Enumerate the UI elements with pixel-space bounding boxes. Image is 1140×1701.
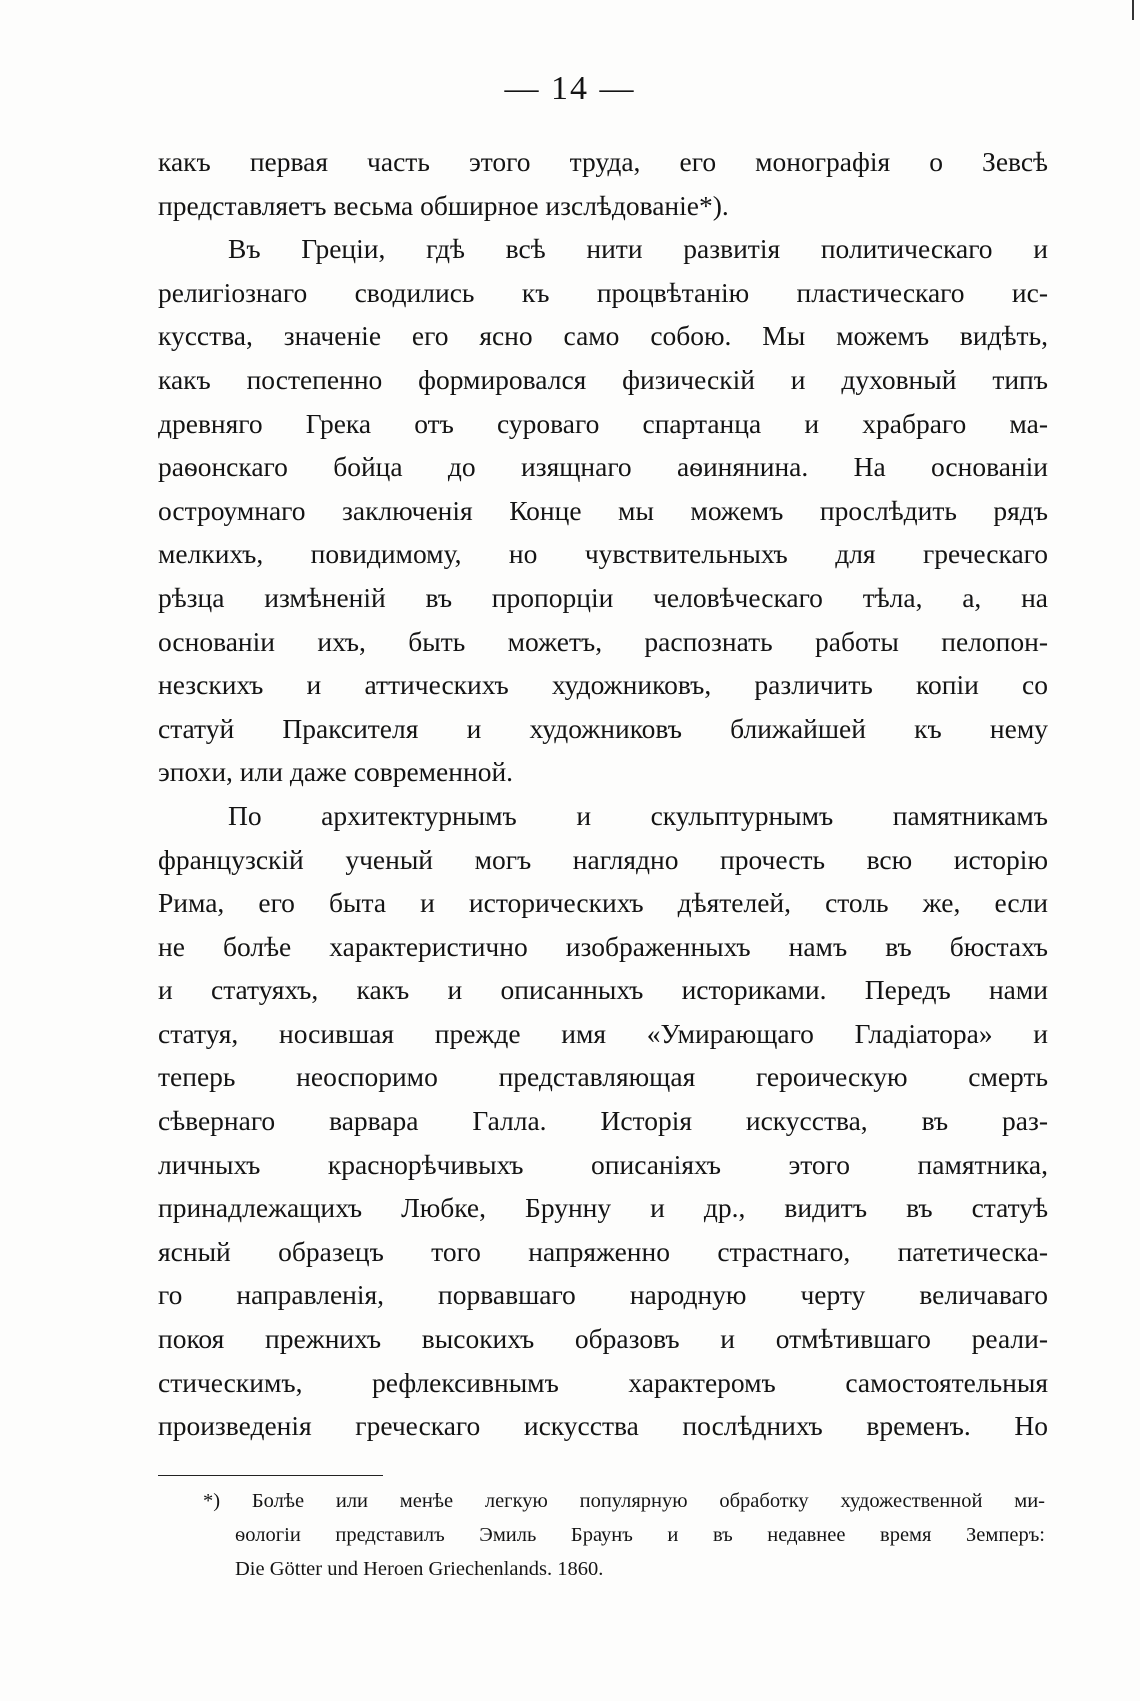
text-line: кусства, значеніе его ясно само собою. Мы можемъ видѣть, xyxy=(158,320,1048,352)
page-number: — 14 — xyxy=(504,70,636,107)
text-line: рѣзца измѣненій въ пропорціи человѣческаго тѣла, а, на xyxy=(158,581,1048,613)
footnote-line: ѳологіи представилъ Эмиль Браунъ и въ недавнее время Земперъ: xyxy=(235,1524,1045,1546)
footnote-line: *) Болѣе или менѣе легкую популярную обработку художественной ми- xyxy=(203,1490,1045,1512)
text-line: религіознаго сводились къ процвѣтанію пластическаго ис- xyxy=(158,276,1048,308)
text-line: По архитектурнымъ и скульптурнымъ памятникамъ xyxy=(228,799,1048,831)
text-line: и статуяхъ, какъ и описанныхъ историками. Передъ нами xyxy=(158,974,1048,1006)
text-line: какъ постепенно формировался физическій и духовный типъ xyxy=(158,363,1048,395)
text-line: незскихъ и аттическихъ художниковъ, различить копіи со xyxy=(158,669,1048,701)
text-line: французскій ученый могъ наглядно прочесть всю исторію xyxy=(158,843,1048,875)
text-line: го направленія, порвавшаго народную черту величаваго xyxy=(158,1279,1048,1311)
text-line: не болѣе характеристично изображенныхъ намъ въ бюстахъ xyxy=(158,930,1048,962)
footnote-line: Die Götter und Heroen Griechenlands. 1860. xyxy=(235,1558,604,1580)
text-line: личныхъ краснорѣчивыхъ описаніяхъ этого памятника, xyxy=(158,1148,1048,1180)
text-line: ясный образецъ того напряженно страстнаго, патетическа- xyxy=(158,1235,1048,1267)
text-line: раѳонскаго бойца до изящнаго аѳинянина. На основаніи xyxy=(158,451,1048,483)
text-line: представляетъ весьма обширное изслѣдованіе*). xyxy=(158,189,729,221)
footnote xyxy=(203,1484,1045,1586)
text-line: статуй Праксителя и художниковъ ближайшей къ нему xyxy=(158,712,1048,744)
text-line: принадлежащихъ Любке, Брунну и др., видитъ въ статуѣ xyxy=(158,1192,1048,1224)
text-line: теперь неоспоримо представляющая героическую смерть xyxy=(158,1061,1048,1093)
text-line: эпохи, или даже современной. xyxy=(158,756,514,788)
text-line: Въ Греціи, гдѣ всѣ нити развитія политическаго и xyxy=(228,233,1048,265)
text-line: основаніи ихъ, быть можетъ, распознать работы пелопон- xyxy=(158,625,1048,657)
text-line: покоя прежнихъ высокихъ образовъ и отмѣтившаго реали- xyxy=(158,1323,1048,1355)
text-line: статуя, носившая прежде имя «Умирающаго Гладіатора» и xyxy=(158,1017,1048,1049)
page-edge-mark xyxy=(1132,0,1134,20)
text-line: остроумнаго заключенія Конце мы можемъ прослѣдить рядъ xyxy=(158,494,1048,526)
text-line: какъ первая часть этого труда, его монографія о Зевсѣ xyxy=(158,146,1048,177)
body-text xyxy=(158,140,1048,1448)
text-line: древняго Грека отъ суроваго спартанца и храбраго ма- xyxy=(158,407,1048,439)
text-line: мелкихъ, повидимому, но чувствительныхъ для греческаго xyxy=(158,538,1048,570)
text-line: Рима, его быта и историческихъ дѣятелей, столь же, если xyxy=(158,887,1048,919)
footnote-divider xyxy=(158,1475,383,1476)
text-line: сѣвернаго варвара Галла. Исторія искусства, въ раз- xyxy=(158,1105,1048,1137)
text-line: произведенія греческаго искусства послѣднихъ временъ. Но xyxy=(158,1410,1048,1442)
text-line: стическимъ, рефлексивнымъ характеромъ самостоятельныя xyxy=(158,1366,1048,1398)
